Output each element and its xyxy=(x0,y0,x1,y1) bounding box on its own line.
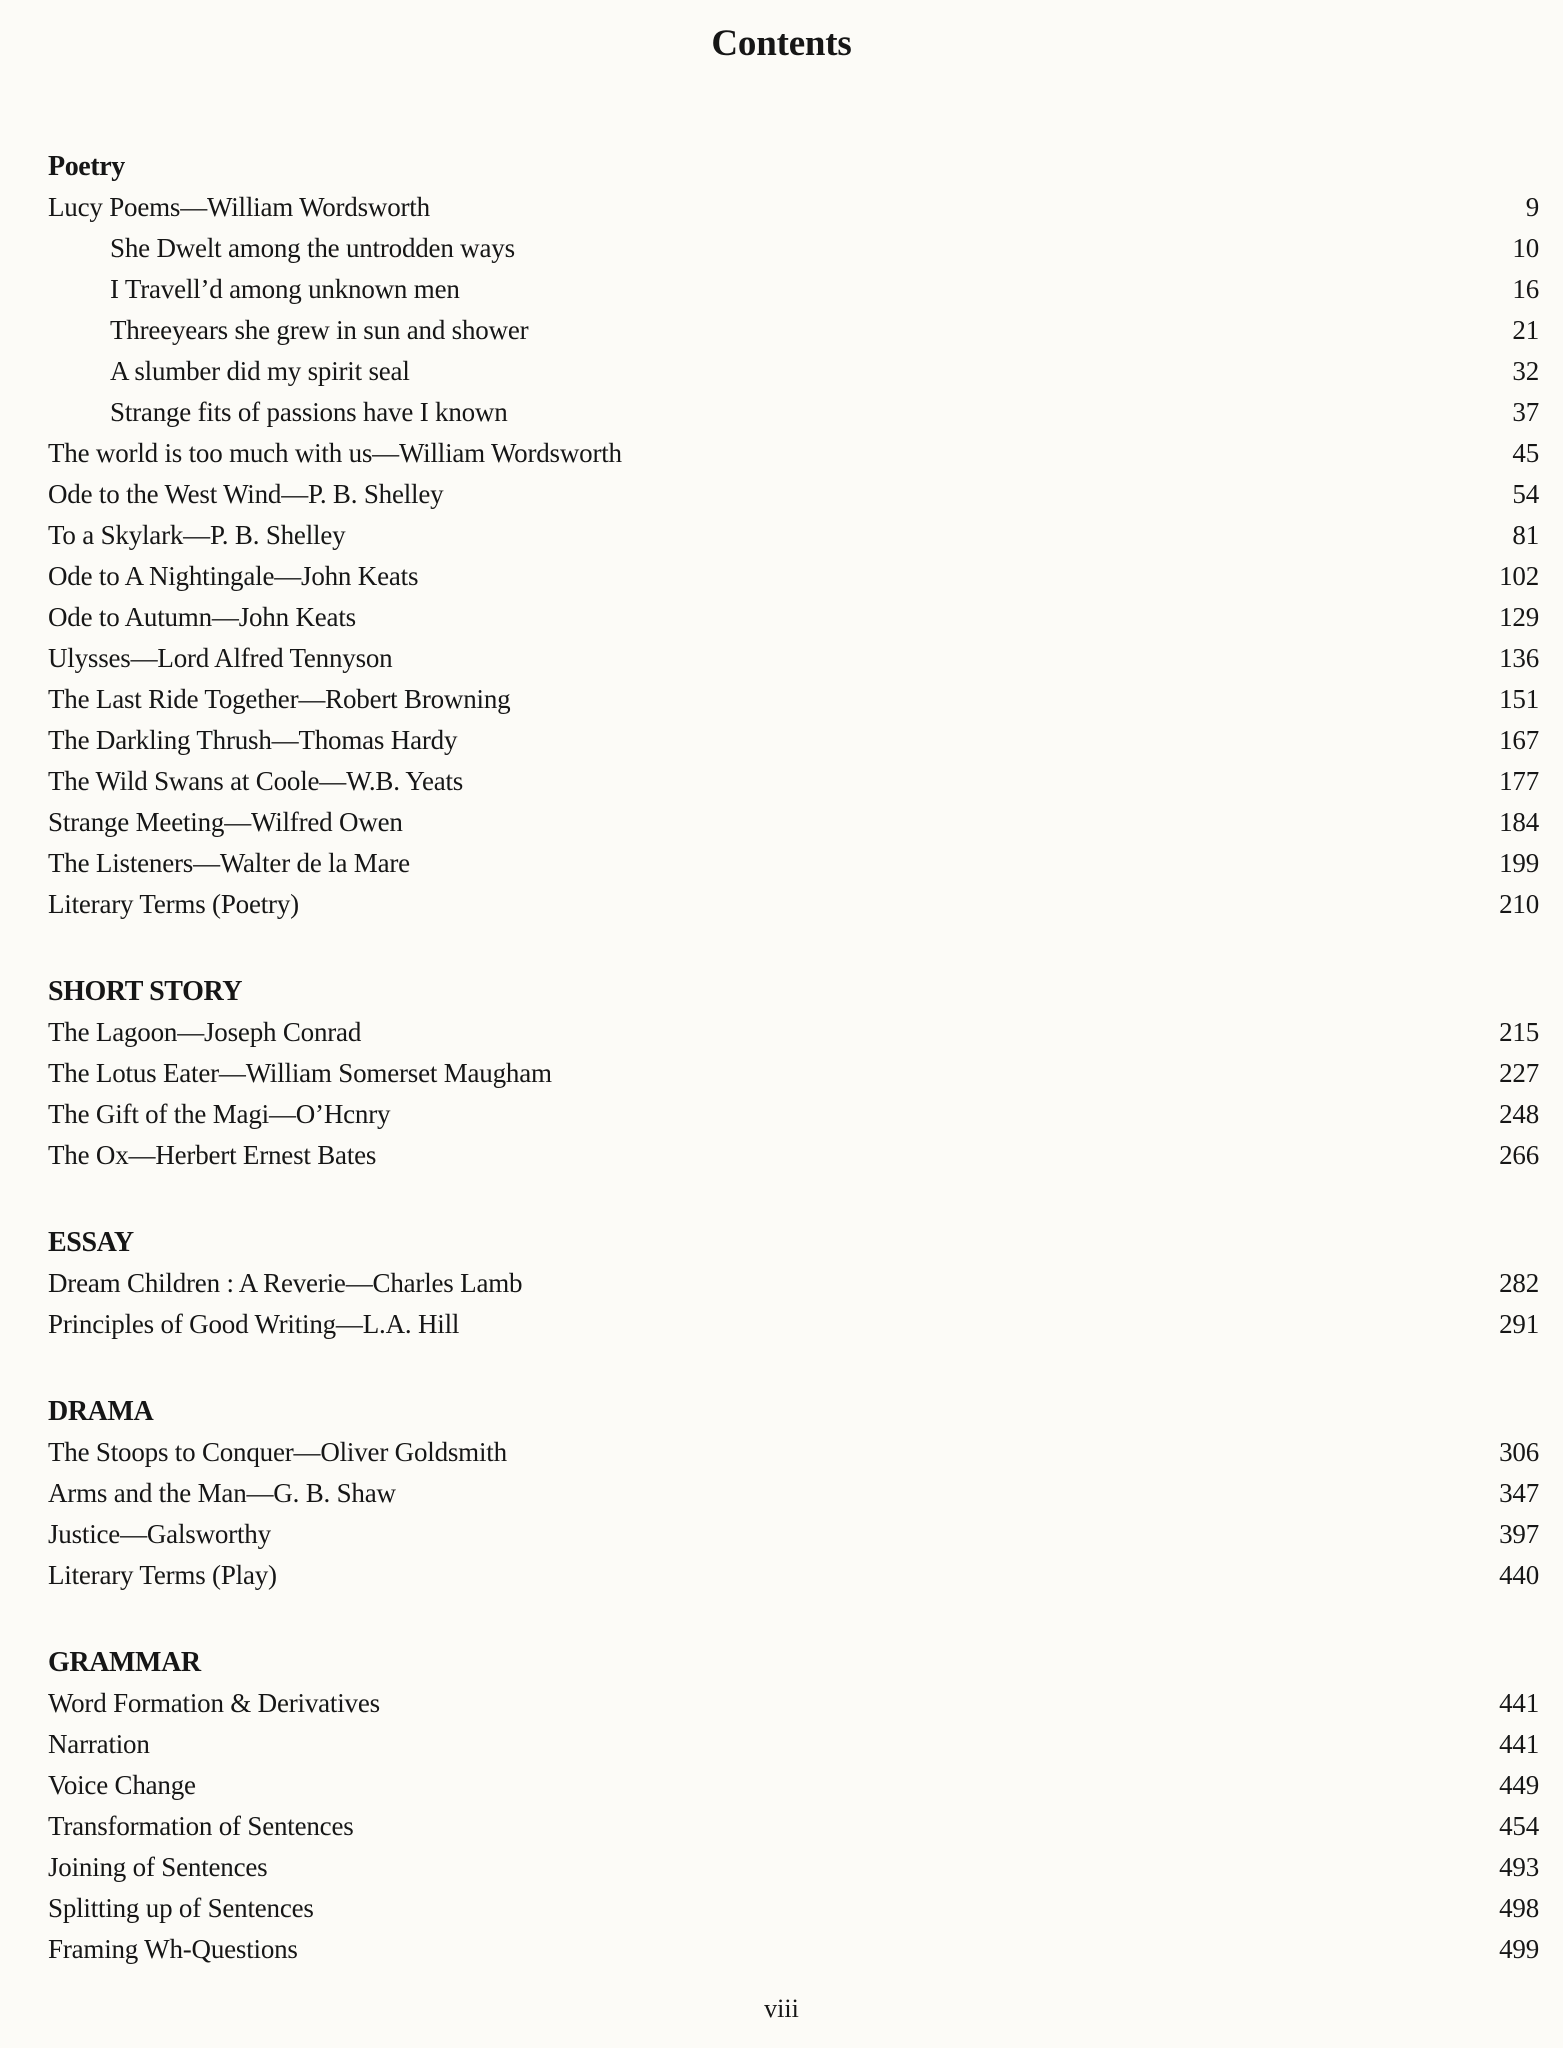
entry-page-number: 282 xyxy=(1499,1268,1539,1298)
entry-title: Principles of Good Writing—L.A. Hill xyxy=(48,1309,460,1339)
entry-page-number: 454 xyxy=(1499,1811,1539,1841)
entry-title: Strange fits of passions have I known xyxy=(110,397,508,427)
entry-title: The Darkling Thrush—Thomas Hardy xyxy=(48,725,458,755)
toc-entry xyxy=(48,1012,1539,1053)
toc-entry xyxy=(48,1724,1539,1765)
entry-page-number: 449 xyxy=(1499,1770,1539,1800)
entry-title: Justice—Galsworthy xyxy=(48,1519,271,1549)
toc-entry xyxy=(48,1053,1539,1094)
entry-page-number: 136 xyxy=(1499,643,1539,673)
page-title: Contents xyxy=(711,23,852,64)
entry-title: To a Skylark—P. B. Shelley xyxy=(48,520,346,550)
toc-entry xyxy=(48,556,1539,597)
section-heading: Poetry xyxy=(48,150,125,182)
entry-title: A slumber did my spirit seal xyxy=(110,356,410,386)
entry-page-number: 102 xyxy=(1499,561,1539,591)
entry-page-number: 347 xyxy=(1499,1478,1539,1508)
entry-title: The Wild Swans at Coole—W.B. Yeats xyxy=(48,766,464,796)
entry-title: She Dwelt among the untrodden ways xyxy=(110,233,515,263)
toc-section-short-story xyxy=(48,971,1539,1176)
toc-entry xyxy=(48,433,1539,474)
toc xyxy=(48,146,1539,1970)
entry-page-number: 215 xyxy=(1499,1017,1539,1047)
entry-title: Lucy Poems—William Wordsworth xyxy=(48,192,430,222)
entry-title: Ode to the West Wind—P. B. Shelley xyxy=(48,479,444,509)
entry-page-number: 10 xyxy=(1512,233,1539,263)
toc-entry xyxy=(48,1806,1539,1847)
entry-title: Narration xyxy=(48,1729,150,1759)
toc-entry xyxy=(48,1929,1539,1970)
toc-entry xyxy=(48,1888,1539,1929)
entry-page-number: 210 xyxy=(1499,889,1539,919)
toc-entry xyxy=(48,187,1539,228)
toc-entry xyxy=(48,1555,1539,1596)
entry-title: Arms and the Man—G. B. Shaw xyxy=(48,1478,396,1508)
entry-title: Literary Terms (Poetry) xyxy=(48,889,299,919)
entry-page-number: 129 xyxy=(1499,602,1539,632)
entry-title: Word Formation & Derivatives xyxy=(48,1688,380,1718)
toc-entry xyxy=(48,1765,1539,1806)
toc-entry xyxy=(48,1514,1539,1555)
entry-title: Ulysses—Lord Alfred Tennyson xyxy=(48,643,393,673)
entry-title: I Travell’d among unknown men xyxy=(110,274,460,304)
entry-title: Joining of Sentences xyxy=(48,1852,268,1882)
toc-entry xyxy=(48,884,1539,925)
entry-page-number: 440 xyxy=(1499,1560,1539,1590)
entry-page-number: 81 xyxy=(1512,520,1539,550)
entry-title: The Gift of the Magi—O’Hcnry xyxy=(48,1099,391,1129)
entry-title: Framing Wh-Questions xyxy=(48,1934,298,1964)
entry-page-number: 37 xyxy=(1512,397,1539,427)
toc-entry xyxy=(48,761,1539,802)
entry-page-number: 32 xyxy=(1512,356,1539,386)
toc-entry xyxy=(48,515,1539,556)
toc-entry xyxy=(48,228,1539,269)
entry-page-number: 45 xyxy=(1512,438,1539,468)
toc-entry xyxy=(48,720,1539,761)
entry-page-number: 499 xyxy=(1499,1934,1539,1964)
toc-entry xyxy=(48,1263,1539,1304)
entry-title: Ode to A Nightingale—John Keats xyxy=(48,561,419,591)
toc-entry xyxy=(48,1847,1539,1888)
toc-entry xyxy=(48,1473,1539,1514)
toc-section-essay xyxy=(48,1222,1539,1345)
entry-title: The Last Ride Together—Robert Browning xyxy=(48,684,511,714)
entry-page-number: 441 xyxy=(1499,1688,1539,1718)
entry-page-number: 54 xyxy=(1512,479,1539,509)
entry-page-number: 291 xyxy=(1499,1309,1539,1339)
entry-page-number: 21 xyxy=(1512,315,1539,345)
toc-entry xyxy=(48,1683,1539,1724)
entry-title: The Listeners—Walter de la Mare xyxy=(48,848,410,878)
toc-entry xyxy=(48,843,1539,884)
section-heading: DRAMA xyxy=(48,1395,154,1427)
toc-entry xyxy=(48,1094,1539,1135)
entry-page-number: 266 xyxy=(1499,1140,1539,1170)
toc-entry xyxy=(48,1304,1539,1345)
entry-page-number: 184 xyxy=(1499,807,1539,837)
toc-entry xyxy=(48,1135,1539,1176)
toc-entry xyxy=(48,597,1539,638)
entry-page-number: 177 xyxy=(1499,766,1539,796)
toc-entry xyxy=(48,269,1539,310)
toc-section-poetry xyxy=(48,146,1539,925)
entry-title: Threeyears she grew in sun and shower xyxy=(110,315,529,345)
entry-title: Transformation of Sentences xyxy=(48,1811,354,1841)
entry-title: The Lagoon—Joseph Conrad xyxy=(48,1017,362,1047)
entry-title: The Lotus Eater—William Somerset Maugham xyxy=(48,1058,552,1088)
footer-page-number: viii xyxy=(764,1994,799,2023)
entry-title: Voice Change xyxy=(48,1770,196,1800)
section-heading: GRAMMAR xyxy=(48,1646,201,1678)
entry-title: Splitting up of Sentences xyxy=(48,1893,314,1923)
entry-title: Ode to Autumn—John Keats xyxy=(48,602,356,632)
entry-page-number: 227 xyxy=(1499,1058,1539,1088)
entry-page-number: 9 xyxy=(1525,192,1539,222)
entry-page-number: 306 xyxy=(1499,1437,1539,1467)
toc-entry xyxy=(48,802,1539,843)
entry-page-number: 248 xyxy=(1499,1099,1539,1129)
entry-title: Literary Terms (Play) xyxy=(48,1560,277,1590)
entry-page-number: 493 xyxy=(1499,1852,1539,1882)
entry-title: The Stoops to Conquer—Oliver Goldsmith xyxy=(48,1437,507,1467)
toc-entry xyxy=(48,351,1539,392)
toc-section-drama xyxy=(48,1391,1539,1596)
section-heading: ESSAY xyxy=(48,1226,134,1258)
entry-title: The Ox—Herbert Ernest Bates xyxy=(48,1140,377,1170)
entry-page-number: 151 xyxy=(1499,684,1539,714)
entry-title: Dream Children : A Reverie—Charles Lamb xyxy=(48,1268,523,1298)
entry-page-number: 16 xyxy=(1512,274,1539,304)
entry-page-number: 441 xyxy=(1499,1729,1539,1759)
section-heading: SHORT STORY xyxy=(48,975,243,1007)
toc-entry xyxy=(48,392,1539,433)
toc-entry xyxy=(48,1432,1539,1473)
entry-title: Strange Meeting—Wilfred Owen xyxy=(48,807,403,837)
toc-entry xyxy=(48,679,1539,720)
entry-page-number: 199 xyxy=(1499,848,1539,878)
entry-page-number: 397 xyxy=(1499,1519,1539,1549)
entry-title: The world is too much with us—William Wordsworth xyxy=(48,438,622,468)
toc-section-grammar xyxy=(48,1642,1539,1970)
toc-entry xyxy=(48,474,1539,515)
entry-page-number: 498 xyxy=(1499,1893,1539,1923)
entry-page-number: 167 xyxy=(1499,725,1539,755)
toc-entry xyxy=(48,638,1539,679)
toc-entry xyxy=(48,310,1539,351)
